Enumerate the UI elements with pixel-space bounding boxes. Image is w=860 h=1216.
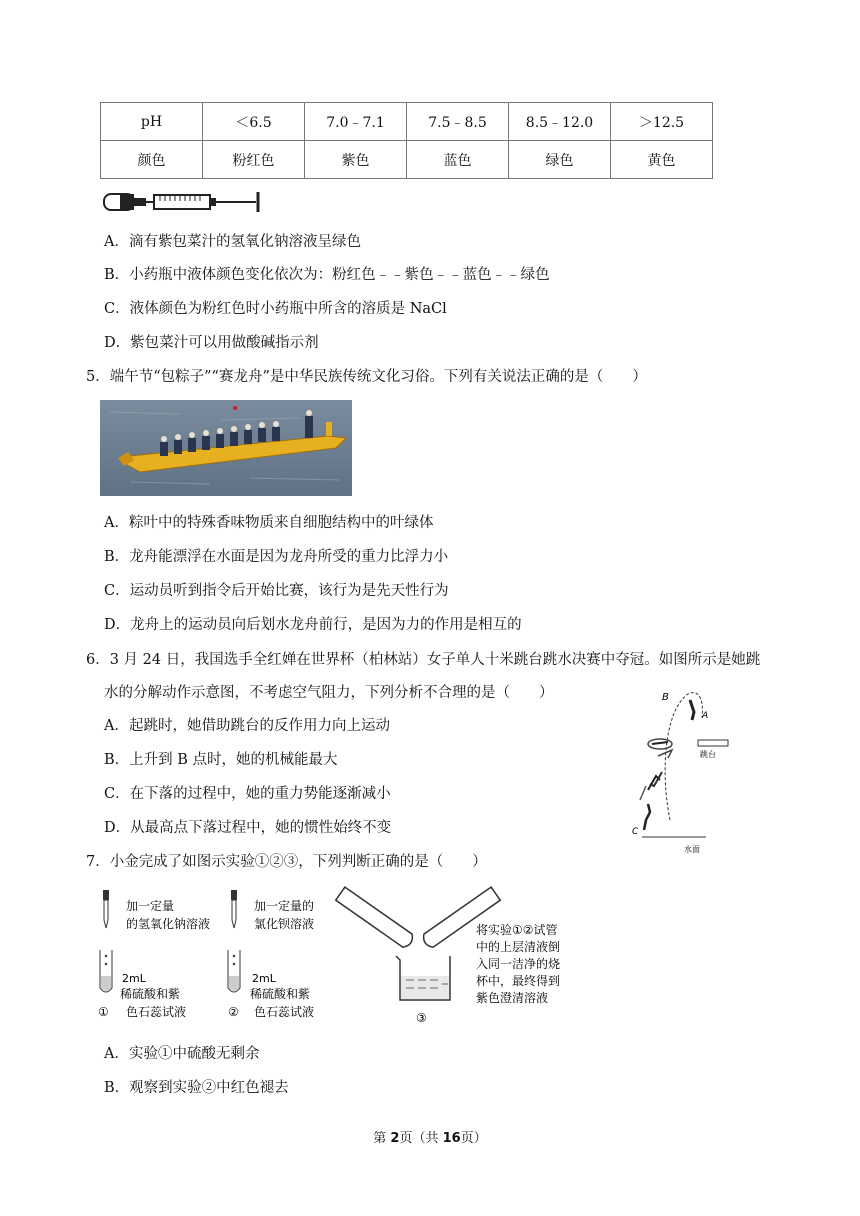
point-b-label: B [662,692,669,703]
exp1-label: ① [98,1005,109,1019]
syringe-vial-figure [100,188,270,216]
q6-option-b: B．上升到 B 点时，她的机械能最大 [104,752,338,768]
q7-option-b: B．观察到实验②中红色褪去 [104,1080,289,1096]
footer-middle: 页（共 [399,1131,443,1146]
q6-stem-line2: 水的分解动作示意图，不考虑空气阻力，下列分析不合理的是（ ） [104,685,554,701]
footer-suffix: 页） [460,1131,487,1146]
q6-option-d: D．从最高点下落过程中，她的惯性始终不变 [104,820,392,836]
ph-color-table [100,102,713,179]
table-cell: 绿色 [509,141,611,179]
exp2-label: ② [228,1005,239,1019]
point-a-label: A [702,711,709,721]
q5-stem: 5．端午节“包粽子”“赛龙舟”是中华民族传统文化习俗。下列有关说法正确的是（ ） [86,369,647,385]
exp2-reagent-line2: 氯化钡溶液 [254,917,315,931]
exp1-reagent-line2: 的氢氧化钠溶液 [126,917,211,931]
table-cell: ＞12.5 [611,103,713,141]
q7-stem: 7．小金完成了如图示实验①②③，下列判断正确的是（ ） [86,854,487,870]
table-row [101,141,713,179]
table-cell: 蓝色 [407,141,509,179]
q6-option-c: C．在下落的过程中，她的重力势能逐渐减小 [104,786,391,802]
table-cell: 黄色 [611,141,713,179]
exp3-note-line4: 杯中，最终得到 [476,974,561,988]
page-footer [0,1127,860,1146]
table-cell: 8.5﹣12.0 [509,103,611,141]
q5-option-b: B．龙舟能漂浮在水面是因为龙舟所受的重力比浮力小 [104,549,449,565]
point-c-label: C [632,827,639,837]
q5-option-a: A．粽叶中的特殊香味物质来自细胞结构中的叶绿体 [104,515,434,531]
q6-stem-line1: 6．3 月 24 日，我国选手全红婵在世界杯（柏林站）女子单人十米跳台跳水决赛中夺冠。如图所示是她跳 [86,652,761,668]
exp1-reagent-line1: 加一定量 [126,899,175,913]
exp3-label: ③ [416,1011,427,1025]
diving-diagram [620,680,730,860]
table-cell: pH [101,103,203,141]
footer-page-number: 2 [390,1131,400,1146]
table-cell: 粉红色 [203,141,305,179]
table-row [101,103,713,141]
q4-option-c: C．液体颜色为粉红色时小药瓶中所含的溶质是 NaCl [104,301,447,317]
q4-option-a: A．滴有紫包菜汁的氢氧化钠溶液呈绿色 [104,234,361,250]
table-cell: 7.0﹣7.1 [305,103,407,141]
exp3-note-line1: 将实验①②试管 [476,923,558,937]
exp1-volume: 2mL [122,972,146,985]
exp3-note-line2: 中的上层清液倒 [476,940,561,954]
exp3-note-line5: 紫色澄清溶液 [476,991,549,1005]
table-cell: 颜色 [101,141,203,179]
q4-option-d: D．紫包菜汁可以用做酸碱指示剂 [104,335,319,351]
footer-total-pages: 16 [442,1131,461,1146]
exp1-liquid-line1: 稀硫酸和紫 [120,987,181,1001]
q5-option-d: D．龙舟上的运动员向后划水龙舟前行，是因为力的作用是相互的 [104,617,522,633]
table-cell: 紫色 [305,141,407,179]
table-cell: ＜6.5 [203,103,305,141]
exp2-liquid-line2: 色石蕊试液 [254,1005,315,1019]
exp2-reagent-line1: 加一定量的 [254,899,315,913]
q6-option-a: A．起跳时，她借助跳台的反作用力向上运动 [104,718,390,734]
exp2-volume: 2mL [252,972,276,985]
chemistry-experiment-figure [96,884,566,1026]
q7-option-a: A．实验①中硫酸无剩余 [104,1046,260,1062]
q4-option-b: B．小药瓶中液体颜色变化依次为：粉红色﹣﹣紫色﹣﹣蓝色﹣﹣绿色 [104,267,550,283]
dragon-boat-photo [100,400,352,496]
footer-prefix: 第 [373,1131,391,1146]
q5-option-c: C．运动员听到指令后开始比赛，该行为是先天性行为 [104,583,449,599]
water-label: 水面 [684,845,700,854]
platform-label: 跳台 [700,750,716,759]
exp3-note-line3: 入同一洁净的烧 [476,957,561,971]
exp1-liquid-line2: 色石蕊试液 [126,1005,187,1019]
table-cell: 7.5﹣8.5 [407,103,509,141]
exp2-liquid-line1: 稀硫酸和紫 [250,987,311,1001]
